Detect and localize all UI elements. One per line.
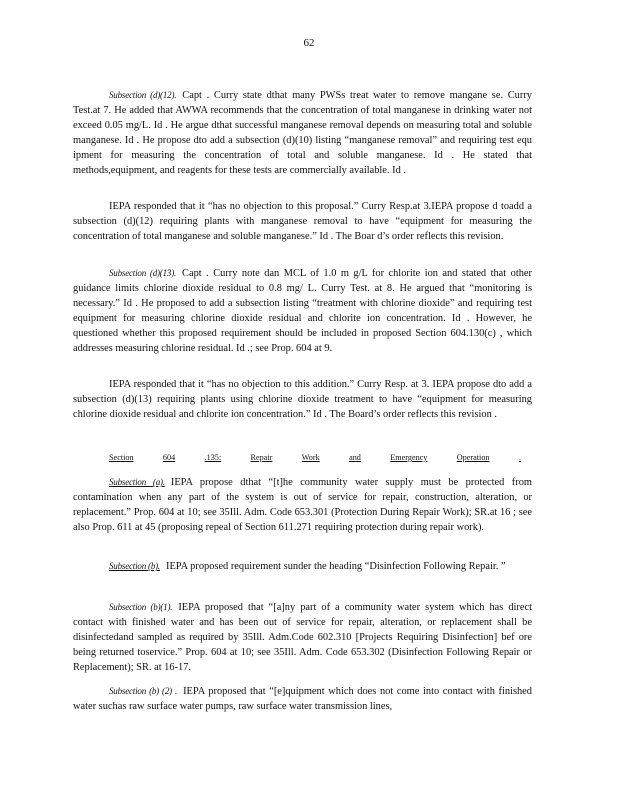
paragraph-text: Capt . Curry state dthat many PWSs treat water to remove mangane se. Curry Test.at 7. He added that AWWA recommends that the concentration of total manganese in drinking water not exceed 0.05 mg/L. Id . He argue dthat successful manganese removal depends on measuring total and soluble manganese. Id . He propose dto add a subsection (d)(10) listing “manganese removal” and requiring test equ ipment for measuring the concentration of total and soluble manganese. Id . He stated that methods,equipment, and reagents for these tests are commercially available. Id .: [73, 90, 532, 177]
section-heading: [109, 452, 521, 464]
heading-part: Repair: [250, 453, 273, 462]
paragraph-subsection-b1: [73, 600, 532, 675]
subsection-label: Subsection (b).: [109, 561, 160, 571]
paragraph-text: Capt . Curry note dan MCL of 1.0 m g/L for chlorite ion and stated that other guidance limits chlorine dioxide residual to 0.8 mg/ L. Curry Test. at 8. He argued that “monitoring is necessary.” Id . He proposed to add a subsection listing “treatment with chlorine dioxide” and requiring test equipment for measuring chlorine dioxide residual and chlorite ion concentration. Id . However, he questioned whether this proposed requirement should be included in proposed Section 604.130(c) , which addresses measuring chlorine residual. Id .; see Prop. 604 at 9.: [73, 268, 532, 355]
heading-part: Emergency: [390, 453, 428, 462]
paragraph-text: IEPA responded that it “has no objection to this proposal.” Curry Resp.at 3.IEPA propose d toadd a subsection (d)(12) requiring plants with manganese removal to have “equipment for measuring the concentration of total manganese and soluble manganese.” Id . The Boar d’s order reflects this revision.: [73, 201, 532, 243]
subsection-label: Subsection (a).: [109, 477, 165, 487]
paragraph-subsection-b: [73, 559, 532, 574]
paragraph-subsection-b2: [73, 684, 532, 714]
paragraph-iepa-response-d13: [73, 377, 532, 422]
heading-part: Operation: [456, 453, 490, 462]
paragraph-text: IEPA propose dthat “[t]he community water supply must be protected from contamination when any part of the system is out of service for repair, construction, alteration, or replacement.” Prop. 604 at 10; see 35Ill. Adm. Code 653.301 (Protection During Repair Work); SR.at 16 ; see also Prop. 611 at 45 (proposing repeal of Section 611.271 requiring protection during repair work).: [73, 477, 532, 534]
heading-part: 604: [162, 453, 176, 462]
paragraph-text: IEPA proposed that “[a]ny part of a community water system which has direct contact with finished water and has been out of service for repair, alteration, or replacement shall be disinfectedand sampled as required by 35Ill. Adm.Code 602.310 [Projects Requiring Disinfection] bef ore being returned toservice.” Prop. 604 at 10; see 35Ill. Adm. Code 653.302 (Disinfection Following Repair or Replacement); SR. at 16-17.: [73, 602, 532, 674]
subsection-label: Subsection (d)(13).: [109, 268, 177, 278]
paragraph-text: IEPA responded that it “has no objection to this addition.” Curry Resp. at 3. IEPA propose dto add a subsection (d)(13) requiring plants using chlorine dioxide treatment to have “equipment for measuring chlorine dioxide residual and chlorite ion concentration.” Id . The Board’s order reflects this revision .: [73, 379, 532, 421]
heading-part: Work: [301, 453, 320, 462]
subsection-label: Subsection (b) (2) .: [109, 686, 178, 696]
paragraph-subsection-d13: [73, 266, 532, 357]
page-number: 62: [303, 37, 315, 49]
subsection-label: Subsection (b)(1).: [109, 602, 173, 612]
subsection-label: Subsection (d)(12).: [109, 90, 177, 100]
paragraph-text: IEPA proposed requirement sunder the heading “Disinfection Following Repair. ”: [166, 561, 506, 572]
paragraph-iepa-response-d12: [73, 199, 532, 244]
heading-part: and: [349, 453, 361, 462]
heading-part: .135:: [204, 453, 222, 462]
heading-part: .: [518, 453, 521, 462]
paragraph-text: IEPA proposed that “[e]quipment which does not come into contact with finished water suchas raw surface water pumps, raw surface water transmission lines,: [73, 686, 532, 713]
heading-part: Section: [109, 453, 134, 462]
paragraph-subsection-d12: [73, 88, 532, 179]
paragraph-subsection-a: [73, 475, 532, 535]
